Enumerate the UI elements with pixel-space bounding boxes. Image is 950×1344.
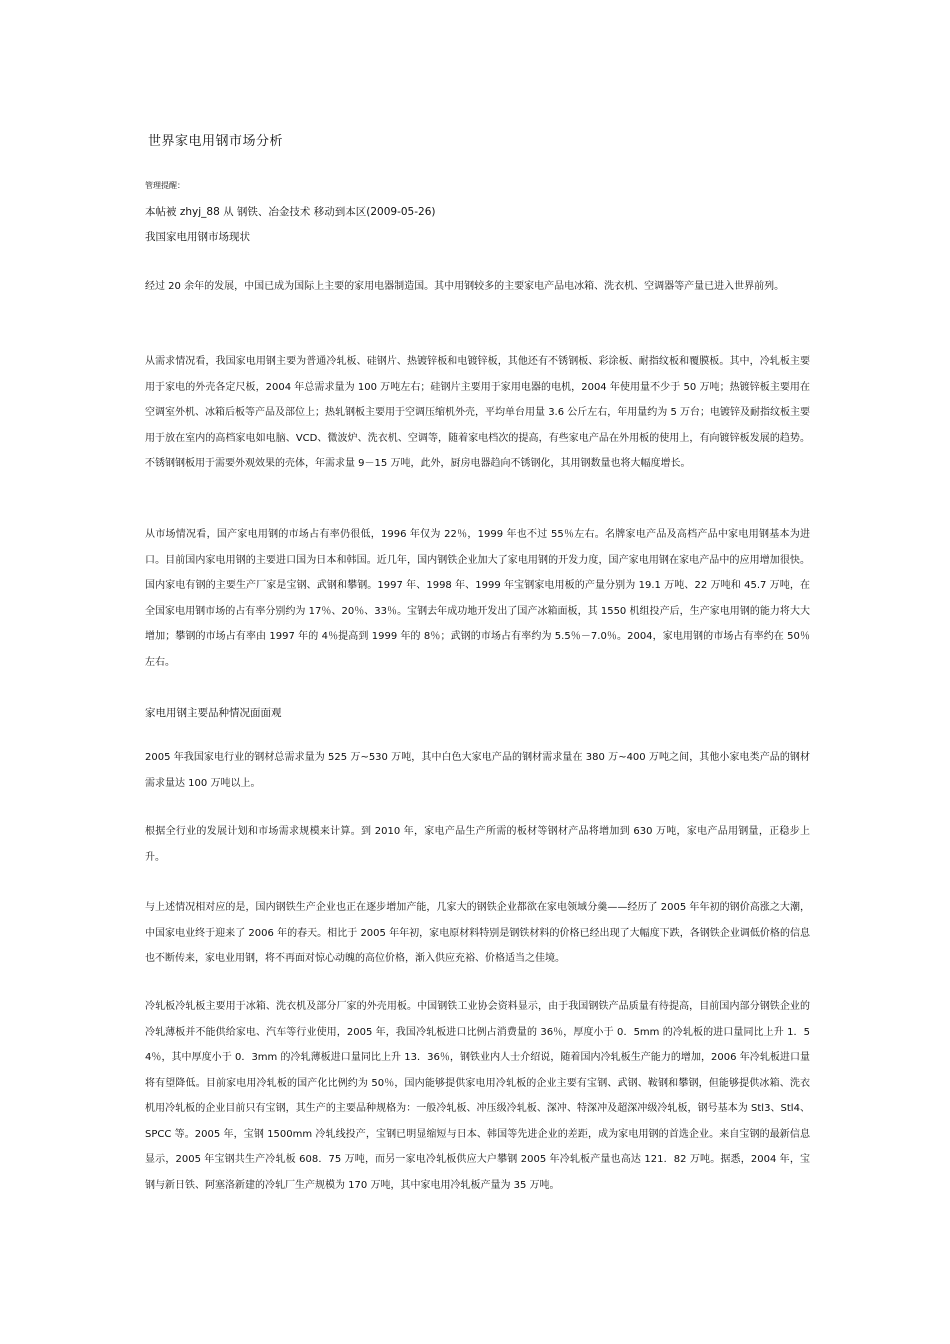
paragraph-development: 经过 20 余年的发展，中国已成为国际上主要的家用电器制造国。其中用钢较多的主要家电产品电冰箱、洗衣机、空调器等产量已进入世界前列。 bbox=[145, 281, 785, 292]
move-note: 本帖被 zhyj_88 从 钢铁、冶金技术 移动到本区(2009-05-26) bbox=[145, 206, 436, 218]
paragraph-market: 从市场情况看，国产家电用钢的市场占有率仍很低，1996 年仅为 22％，1999 年也不过 55％左右。名牌家电产品及高档产品中家电用钢基本为进口。目前国内家电用钢的主要进口国为日本和韩国。近几年，国内钢铁企业加大了家电用钢的开发力度，国产家电用钢在家电产品中的应用增加很快。国内家电有钢的主要生产厂家是宝钢、武钢和攀钢。1997 年、1998 年、1999 年宝钢家电用板的产量分别为 19.1 万吨、22 万吨和 45.7 万吨，在全国家电用钢市场的占有率分别约为 17％、20％、33％。宝钢去年成功地开发出了国产冰箱面板，其 1550 机组投产后，生产家电用钢的能力将大大增加；攀钢的市场占有率由 1997 年的 4％提高到 1999 年的 8％；武钢的市场占有率约为 5.5％－7.0％。2004，家电用钢的市场占有率约在 50％左右。 bbox=[145, 529, 810, 668]
paragraph-capacity: 与上述情况相对应的是，国内钢铁生产企业也正在逐步增加产能，几家大的钢铁企业都欲在家电领域分羹——经历了 2005 年年初的钢价高涨之大潮，中国家电业终于迎来了 2006 年的春天。相比于 2005 年年初，家电原材料特别是钢铁材料的价格已经出现了大幅度下跌，各钢铁企业调低价格的信息也不断传来，家电业用钢，将不再面对惊心动魄的高位价格，渐入供应充裕、价格适当之佳境。 bbox=[145, 902, 810, 964]
paragraph-2005-demand: 2005 年我国家电行业的钢材总需求量为 525 万~530 万吨，其中白色大家电产品的钢材需求量在 380 万~400 万吨之间，其他小家电类产品的钢材需求量达 100 万吨以上。 bbox=[145, 752, 810, 789]
notice-label: 管理提醒： bbox=[145, 181, 185, 190]
section-title-main-varieties: 家电用钢主要品种情况面面观 bbox=[145, 707, 282, 719]
section-title-current-status: 我国家电用钢市场现状 bbox=[145, 231, 250, 243]
paragraph-demand: 从需求情况看，我国家电用钢主要为普通冷轧板、硅钢片、热镀锌板和电镀锌板，其他还有不锈钢板、彩涂板、耐指纹板和覆膜板。其中，冷轧板主要用于家电的外壳各定尺板，2004 年总需求量为 100 万吨左右；硅钢片主要用于家用电器的电机，2004 年使用量不少于 50 万吨；热镀锌板主要用在空调室外机、冰箱后板等产品及部位上；热轧钢板主要用于空调压缩机外壳，平均单台用量 3.6 公斤左右，年用量约为 5 万台；电镀锌及耐指纹板主要用于放在室内的高档家电如电脑、VCD、微波炉、洗衣机、空调等，随着家电档次的提高，有些家电产品在外用板的使用上，有向镀锌板发展的趋势。不锈钢钢板用于需要外观效果的壳体，年需求量 9－15 万吨，此外，厨房电器趋向不锈钢化，其用钢数量也将大幅度增长。 bbox=[145, 356, 810, 469]
paragraph-cold-rolled: 冷轧板冷轧板主要用于冰箱、洗衣机及部分厂家的外壳用板。中国钢铁工业协会资料显示，由于我国钢铁产品质量有待提高，目前国内部分钢铁企业的冷轧薄板并不能供给家电、汽车等行业使用，2005 年，我国冷轧板进口比例占消费量的 36％，厚度小于 0．5mm 的冷轧板的进口量同比上升 1．54％，其中厚度小于 0．3mm 的冷轧薄板进口量同比上升 13．36％，钢铁业内人士介绍说，随着国内冷轧板生产能力的增加，2006 年冷轧板进口量将有望降低。目前家电用冷轧板的国产化比例约为 50％，国内能够提供家电用冷轧板的企业主要有宝钢、武钢、鞍钢和攀钢，但能够提供冰箱、洗衣机用冷轧板的企业目前只有宝钢，其生产的主要品种规格为：一般冷轧板、冲压级冷轧板、深冲、特深冲及超深冲级冷轧板，钢号基本为 Stl3、Stl4、SPCC 等。2005 年，宝钢 1500mm 冷轧线投产，宝钢已明显缩短与日本、韩国等先进企业的差距，成为家电用钢的首选企业。来自宝钢的最新信息显示，2005 年宝钢共生产冷轧板 608．75 万吨，而另一家电冷轧板供应大户攀钢 2005 年冷轧板产量也高达 121．82 万吨。据悉，2004 年，宝钢与新日铁、阿塞洛新建的冷轧厂生产规模为 170 万吨，其中家电用冷轧板产量为 35 万吨。 bbox=[145, 1001, 810, 1191]
paragraph-2010-forecast: 根据全行业的发展计划和市场需求规模来计算。到 2010 年，家电产品生产所需的板材等钢材产品将增加到 630 万吨，家电产品用钢量，正稳步上升。 bbox=[145, 826, 810, 863]
document-title: 世界家电用钢市场分析 bbox=[148, 134, 284, 149]
